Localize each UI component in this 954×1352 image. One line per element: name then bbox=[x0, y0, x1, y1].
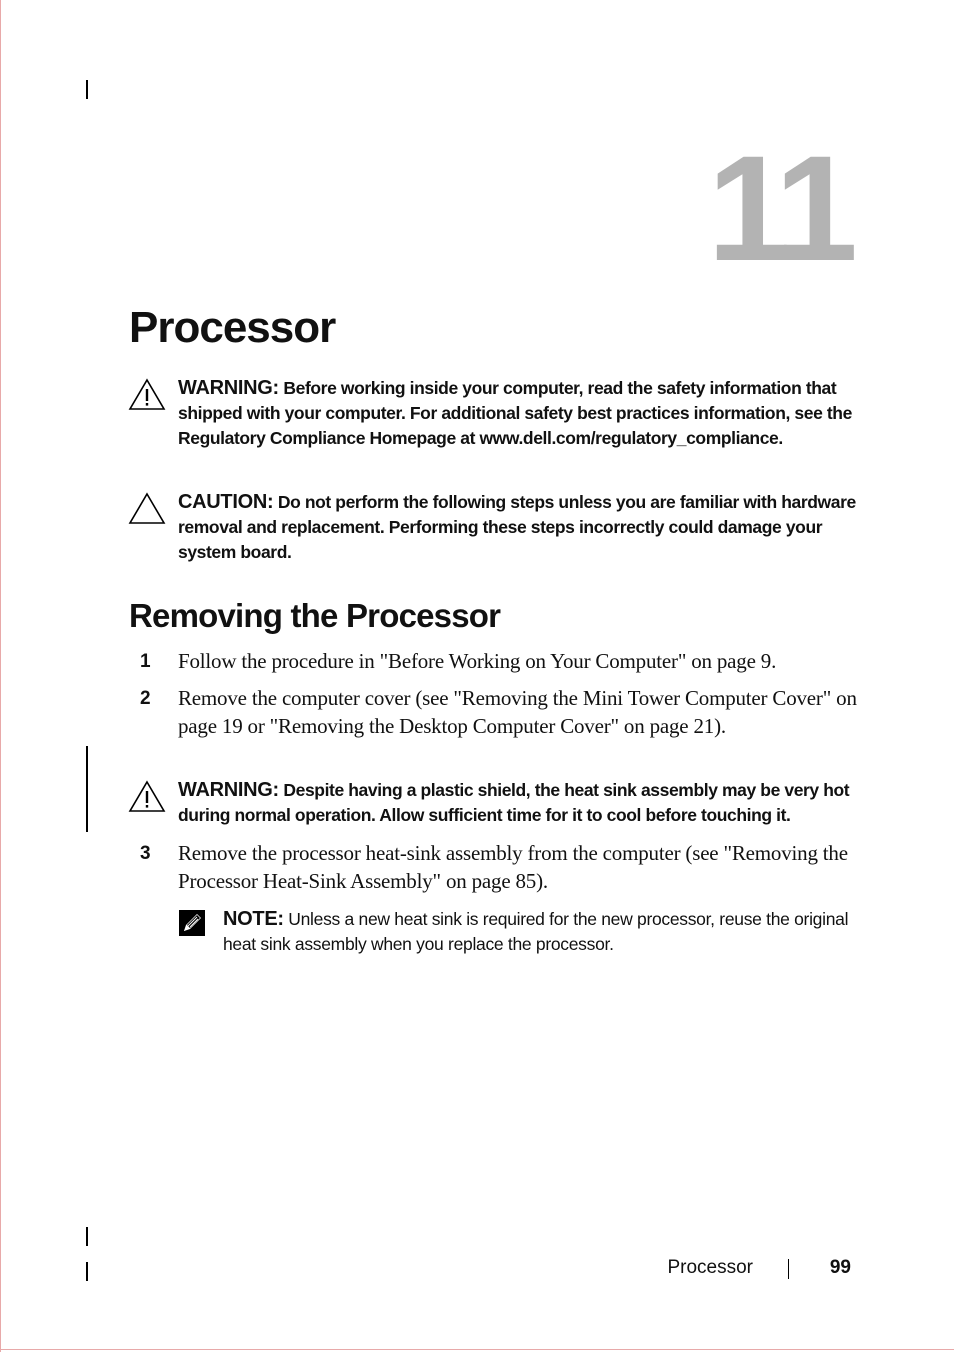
footer-page-number: 99 bbox=[829, 1257, 851, 1278]
warning-notice bbox=[128, 376, 858, 451]
crop-mark-bottom-upper bbox=[86, 1227, 88, 1246]
caution-text: Do not perform the following steps unless you are familiar with hardware removal and replacement. Performing these steps incorrectly could damage your system board. bbox=[178, 492, 856, 562]
warning-label: WARNING: bbox=[178, 779, 279, 801]
footer-chapter-title: Processor bbox=[667, 1257, 753, 1278]
warning-text: Despite having a plastic shield, the heat sink assembly may be very hot during normal operation. Allow sufficient time for it to cool before touching it. bbox=[178, 780, 850, 825]
page-edge-bottom bbox=[0, 1349, 954, 1350]
step-number: 2 bbox=[140, 688, 151, 709]
step-text: Remove the computer cover (see "Removing the Mini Tower Computer Cover" on page 19 or "Removing the Desktop Computer Cover" on page 21). bbox=[178, 686, 857, 738]
warning-text: Before working inside your computer, read the safety information that shipped with your computer. For additional safety best practices information, see the Regulatory Compliance Homepage at www.dell.com/regulatory_compliance. bbox=[178, 378, 852, 448]
footer-separator bbox=[788, 1259, 789, 1279]
warning-label: WARNING: bbox=[178, 377, 279, 399]
note-text: Unless a new heat sink is required for the new processor, reuse the original heat sink assembly when you replace the processor. bbox=[223, 909, 849, 954]
chapter-number: 11 bbox=[707, 124, 850, 292]
chapter-title: Processor bbox=[129, 303, 336, 352]
note-notice bbox=[178, 907, 858, 957]
note-pencil-icon bbox=[178, 909, 206, 937]
step-item bbox=[140, 840, 860, 895]
caution-triangle-icon bbox=[128, 492, 166, 526]
caution-notice bbox=[128, 490, 858, 565]
caution-label: CAUTION: bbox=[178, 491, 274, 513]
step-text: Remove the processor heat-sink assembly from the computer (see "Removing the Processor Heat-Sink Assembly" on page 85). bbox=[178, 841, 848, 893]
crop-mark-top bbox=[86, 80, 88, 99]
warning-triangle-icon bbox=[128, 378, 166, 412]
note-label: NOTE: bbox=[223, 908, 284, 930]
warning-triangle-icon bbox=[128, 780, 166, 814]
change-bar bbox=[86, 746, 88, 832]
step-text: Follow the procedure in "Before Working on Your Computer" on page 9. bbox=[178, 649, 777, 673]
section-title: Removing the Processor bbox=[129, 597, 501, 634]
step-number: 3 bbox=[140, 843, 151, 864]
step-number: 1 bbox=[140, 651, 151, 672]
crop-mark-bottom-lower bbox=[86, 1262, 88, 1281]
page-edge-left bbox=[0, 0, 1, 1352]
step-item bbox=[140, 685, 860, 740]
warning-notice-heat-sink bbox=[128, 778, 858, 828]
step-item bbox=[140, 648, 860, 676]
